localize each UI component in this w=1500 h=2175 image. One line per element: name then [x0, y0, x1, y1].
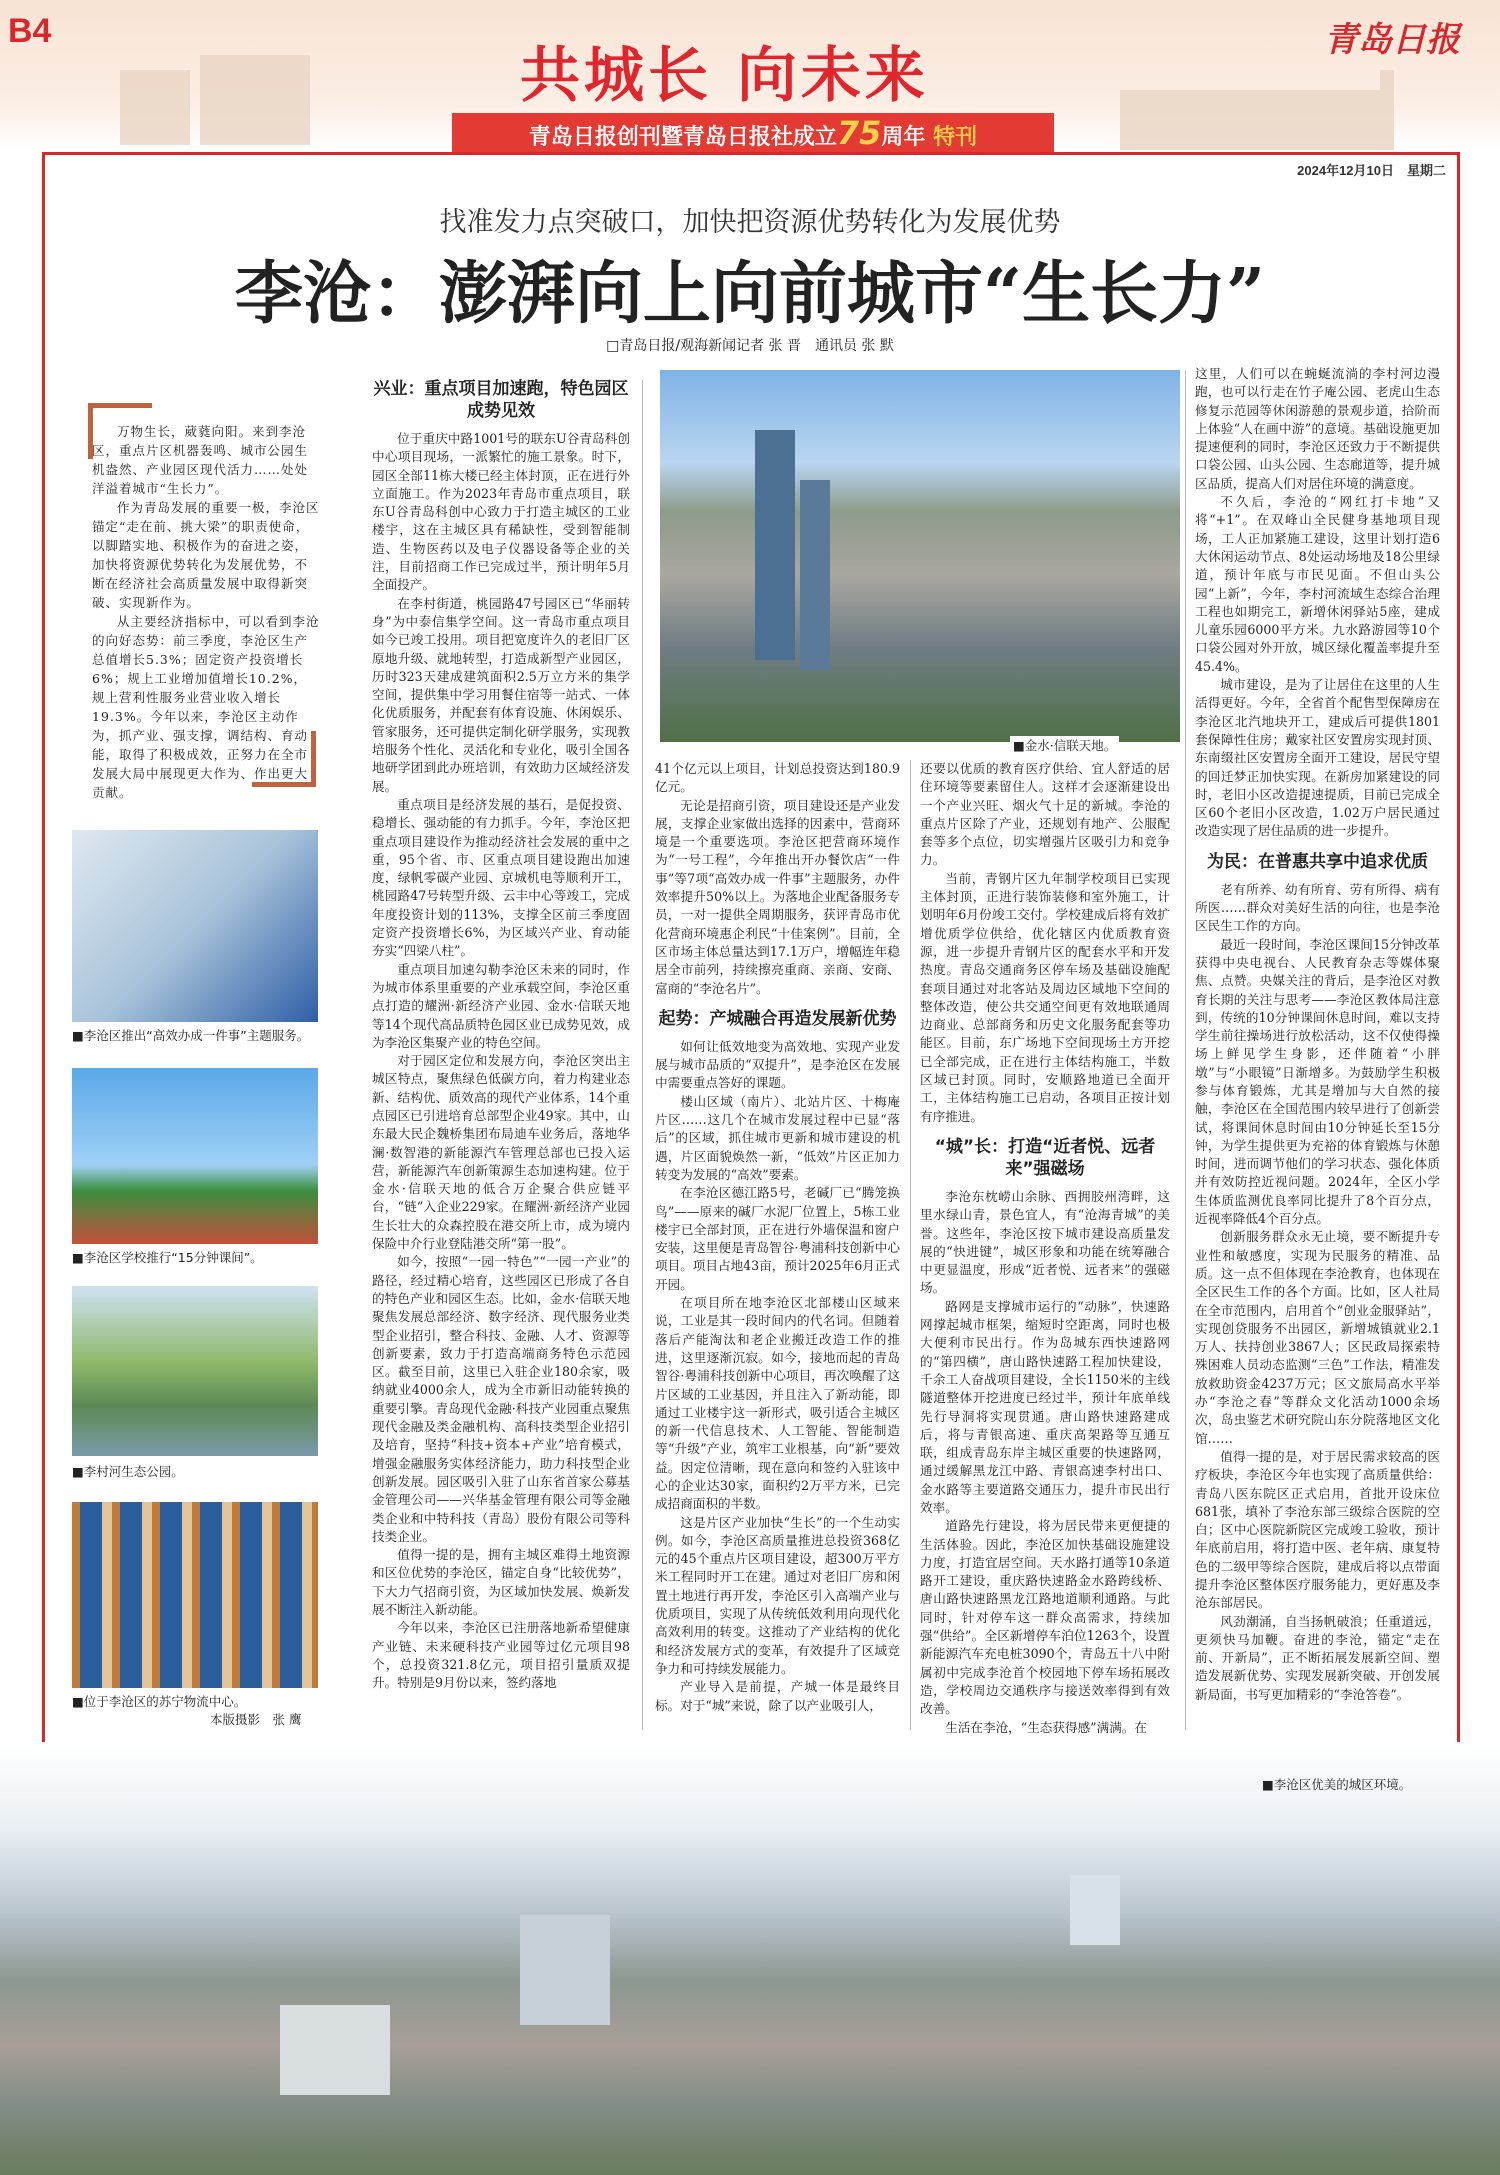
tower-shape — [1070, 1875, 1120, 1945]
column-divider — [1185, 370, 1186, 1730]
article-column — [655, 760, 900, 1740]
photo-caption: ■李沧区学校推行“15分钟课间”。 — [72, 1250, 263, 1265]
section-heading: 兴业：重点项目加速跑，特色园区成势见效 — [373, 379, 629, 421]
building-shape — [520, 1915, 610, 2025]
article-kicker: 找准发力点突破口，加快把资源优势转化为发展优势 — [439, 207, 1061, 238]
ribbon-special: 特刊 — [933, 125, 978, 150]
article-intro — [92, 400, 320, 802]
photo-caption: ■位于李沧区的苏宁物流中心。 — [72, 1694, 247, 1709]
intro-paragraph: 从主要经济指标中，可以看到李沧的向好态势：前三季度，李沧区生产总值增长5.3%；固定资产投资增长6%；规上工业增加值增长10.2%，规上营利性服务业营业收入增长19.3%。今年以来，李沧区主动作为，抓产业、强支撑，调结构、育动能，取得了积极成效，正努力在全市发展大局中展现更大作为、作出更大贡献。 — [92, 614, 320, 800]
paragraph: 楼山区域（南片）、北站片区、十梅庵片区……这几个在城市发展过程中已显“落后”的区域，抓住城市更新和城市建设的机遇，片区面貌焕然一新，“低效”片区正加力转变为发展的“高效”要素。 — [655, 1093, 900, 1182]
column-divider — [642, 380, 643, 1730]
photo-caption: ■李村河生态公园。 — [72, 1464, 184, 1479]
paragraph: 生活在李沧，“生态获得感”满满。在 — [945, 1719, 1147, 1735]
building-illustration — [120, 70, 190, 145]
paragraph: 路网是支撑城市运行的“动脉”，快速路网撑起城市框架，缩短时空距离，同时也极大便利市民出行。作为岛城东西快速路网的“第四横”，唐山路快速路工程加快建设，千余工人奋战项目建设，全长1150米的主线隧道整体开挖进度已经过半，预计年底单线先行导洞将实现贯通。唐山路快速路建成后，将与青银高速、重庆高架路等互通互联，组成青岛东岸主城区重要的快速路网，通过缓解黑龙江中路、青银高速李村出口、金水路等主要道路交通压力，提升市民出行效率。 — [920, 1298, 1170, 1515]
photo-licang-cityscape — [0, 1745, 1500, 2175]
paragraph: 风劲潮涌，自当扬帆破浪；任重道远，更须快马加鞭。奋进的李沧，锚定“走在前、开新局”，正不断拓展发展新空间、塑造发展新优势、实现发展新突破、开创发展新局面，书写更加精彩的“李沧答卷”。 — [1195, 1613, 1440, 1702]
paragraph: 这里，人们可以在蜿蜒流淌的李村河边漫跑，也可以行走在竹子庵公园、老虎山生态修复示范园等休闲游憩的景观步道，拾阶而上体验“人在画中游”的意境。基础设施更加提速便利的同时，李沧区还致力于不断提供口袋公园、山头公园、生态廊道等，提升城区品质，提高人们对居住环境的满意度。 — [1195, 366, 1440, 491]
photo-jinshui-xinlian — [660, 370, 1180, 742]
anniversary-ribbon — [452, 113, 1054, 153]
newspaper-logo: 青岛日报 — [1324, 20, 1460, 60]
photo-caption: ■李沧区优美的城区环境。 — [1262, 1777, 1412, 1792]
article-column — [920, 760, 1170, 1740]
paragraph: 道路先行建设，将为居民带来更便捷的生活体验。因此，李沧区加快基础设施建设力度，打造宜居空间。天水路打通等10条道路开工建设，重庆路快速路金水路跨线桥、唐山路快速路黑龙江路地道顺利通路。与此同时，针对停车这一群众高需求，持续加强“供给”。全区新增停车泊位1263个，设置新能源汽车充电桩3090个，青岛五十八中附属初中完成李沧首个校园地下停车场拓展改造，学校周边交通秩序与接送效率得到有效改善。 — [920, 1518, 1170, 1717]
building-illustration — [200, 55, 310, 145]
section-slogan: 共城长 向未来 — [520, 41, 929, 111]
article-column — [372, 378, 630, 1738]
ribbon-number: 75 — [836, 114, 882, 152]
photo-licun-river-park — [72, 1286, 318, 1456]
paragraph: 对于园区定位和发展方向，李沧区突出主城区特点，聚焦绿色低碳方向，着力构建业态新、结构优、质效高的现代产业体系，14个重点园区已引进培育总部型企业49家。其中，山东最大民企魏桥集团布局迪车业务后，落地华澜·数智港的新能源汽车管理总部也已投入运营，新能源汽车创新策源生态加速构建。位于金水·信联天地的低合万企聚合供应链平台，“链”入企业229家。在耀洲·新经济产业园生长壮大的众森控股在港交所上市，成为境内保险中介行业登陆港交所“第一股”。 — [372, 1053, 630, 1252]
intro-paragraph: 作为青岛发展的重要一极，李沧区锚定“走在前、挑大梁”的职责使命，以脚踏实地、积极作为的奋进之姿，加快将资源优势转化为发展优势，不断在经济社会高质量发展中取得新突破、实现新作为。 — [92, 500, 320, 610]
tower-shape — [800, 480, 830, 670]
photo-service-hall — [72, 830, 318, 1022]
ribbon-text: 周年 — [881, 125, 926, 150]
paragraph: 如今，按照“一园一特色”“一园一产业”的路径，经过精心培育，这些园区已形成了各自的特色产业和园区生态。比如，金水·信联天地聚焦发展总部经济、数字经济、现代服务业类型企业招引，整合科技、金融、人才、资源等创新要素，致力于打造高端商务特色示范园区。截至目前，这里已入驻企业180余家，吸纳就业4000余人，成为全市新旧动能转换的重要引擎。青岛现代金融·科技产业园重点聚焦现代金融及类金融机构、高科技类型企业招引及培育，坚持“科技+资本+产业”培育模式，增强金融服务实体经济能力，助力科技型企业创新发展。园区吸引入驻了山东省首家公募基金管理公司——兴华基金管理有限公司等金融类企业和中特科技（青岛）股份有限公司等科技类企业。 — [372, 1254, 630, 1544]
paragraph: 在李村街道，桃园路47号园区已“华丽转身”为中泰信集学空间。这一青岛市重点项目如今已竣工投用。项目把宽度许久的老旧厂区原地升级、就地转型，打造成新型产业园区，历时323天建成建筑面积2.5万立方米的集学空间，提供集中学习用餐住宿等一站式、一体化优质服务，并配套有体育设施、休闲娱乐、管家服务，还可提供定制化研学服务，实现教培服务个性化、灵活化和专业化，吸引全国各地研学团到此办班培训，有效助力区域经济发展。 — [372, 595, 630, 794]
paragraph: 位于重庆中路1001号的联东U谷青岛科创中心项目现场，一派繁忙的施工景象。时下，园区全部11栋大楼已经主体封顶，正在进行外立面施工。作为2023年青岛市重点项目，联东U谷青岛科创中心致力于打造主城区的工业楼宇，这在主城区具有稀缺性，受到智能制造、生物医药以及电子仪器设备等企业的关注，目前招商工作已完成过半，预计明年5月全面投产。 — [372, 431, 630, 593]
section-heading: 为民：在普惠共享中追求优质 — [1207, 851, 1428, 872]
paragraph: 城市建设，是为了让居住在这里的人生活得更好。今年，全省首个配售型保障房在李沧区北汽地块开工，建成后可提供1801套保障性住房；戴家社区安置房实现封顶、东南缀社区安置房全面开工建设，居民守望的回迁梦正加快实现。在新房加紧建设的同时，老旧小区改造提速提质，目前已完成全区60个老旧小区改造，1.02万户居民通过改造实现了居住品质的进一步提升。 — [1195, 677, 1440, 839]
photo-caption: ■金水·信联天地。 — [1010, 736, 1119, 754]
paragraph: 创新服务群众永无止境，要不断提升专业性和敏感度，实现为民服务的精准、品质。这一点不但体现在李沧教育，也体现在全区民生工作的各个方面。比如，区人社局在全市范围内，启用首个“创业金服驿站”，实现创贷服务不出园区，新增城镇就业2.1万人、扶持创业3867人；区民政局探索特殊困难人员动态监测“三色”工作法，精准发放救助资金4237万元；区文旅局高水平举办“李沧之春”等群众文化活动1000余场次，岛虫鉴艺术研究院山东分院落地区文化馆…… — [1195, 1229, 1440, 1446]
paragraph: 值得一提的是，拥有主城区难得土地资源和区位优势的李沧区，锚定自身“比较优势”，下大力气招商引资，为区域加快发展、焕新发展不断注入新动能。 — [372, 1547, 630, 1617]
photo-credit: 本版摄影 张 鹰 — [210, 1712, 302, 1727]
photo-logistics-center — [72, 1502, 318, 1688]
paragraph: 产业导入是前提，产城一体是最终目标。对于“城”来说，除了以产业吸引人， — [655, 1679, 900, 1713]
section-heading: “城”长：打造“近者悦、远者来”强磁场 — [934, 1136, 1156, 1179]
article-headline: 李沧：澎湃向上向前城市“生长力” — [234, 254, 1266, 334]
paragraph: 今年以来，李沧区已注册落地新希望健康产业链、未来硬科技产业园等过亿元项目98个，总投资321.8亿元，项目招引量质双提升。特别是9月份以来，签约落地 — [372, 1620, 630, 1691]
paragraph: 无论是招商引资，项目建设还是产业发展，支撑企业家做出选择的因素中，营商环境是一个重要选项。李沧区把营商环境作为“一号工程”，今年推出开办餐饮店“一件事”等7项“高效办成一件事”主题服务，办件效率提升50%以上。为落地企业配备服务专员，一对一提供全周期服务，获评青岛市优化营商环境惠企利民“十佳案例”。目前，全区市场主体总量达到17.1万户，增幅连年稳居全市前列，持续擦亮重商、亲商、安商、富商的“李沧名片”。 — [655, 797, 900, 996]
paragraph: 重点项目是经济发展的基石，是促投资、稳增长、强动能的有力抓手。今年，李沧区把重点项目建设作为推动经济社会发展的重中之重，95个省、市、区重点项目建设跑出加速度，绿帆零碳产业园、京城机电等顺利开工，桃园路47号转型升级、云丰中心等竣工，完成年度投资计划的113%，支撑全区前三季度固定资产投资增长6%，为区域兴产业、育动能夯实“四梁八柱”。 — [372, 796, 630, 959]
article-byline: □青岛日报/观海新闻记者 张 晋 通讯员 张 默 — [606, 338, 894, 354]
photo-school-recess — [72, 1068, 318, 1244]
paragraph: 当前，青钢片区九年制学校项目已实现主体封顶，正进行装饰装修和室外施工，计划明年6月份竣工交付。学校建成后将有效扩增优质学位供给，优化辖区内优质教育资源，进一步提升青钢片区的配套水平和开发热度。青岛交通商务区停车场及基础设施配套项目通过对北客站及周边区域地下空间的整体改造，使公共交通空间更有效地联通周边商业、总部商务和历史文化服务配套等功能区。目前，东广场地下空间现场土方开挖已全部完成，正在进行主体结构施工，半数区域已封顶。同时，安顺路地道已全面开工，主体结构施工已启动，各项目正按计划有序推进。 — [920, 870, 1170, 1124]
paragraph: 最近一段时间，李沧区课间15分钟改革获得中央电视台、人民教育杂志等媒体聚焦、点赞。央媒关注的背后，是李沧区对教育长期的关注与思考——李沧区教体局注意到，传统的10分钟课间休息时间，难以支持学生前往操场进行放松活动，这不仅使得操场上鲜见学生身影，还伴随着“小胖墩”与“小眼镜”日渐增多。为鼓励学生积极参与体育锻炼，尤其是增加与大自然的接触，李沧区在全国范围内较早进行了创新尝试，将课间休息时间由10分钟延长至15分钟，为学生提供更为充裕的体育锻炼与休憩时间，进而调节他们的学习状态、强化体质并有效防控近视问题。2024年，全区小学生体质监测优良率同比提升了8个百分点，近视率降低4个百分点。 — [1195, 936, 1440, 1227]
building-illustration — [1120, 90, 1380, 150]
intro-paragraph: 万物生长，葳蕤向阳。来到李沧区，重点片区机器轰鸣、城市公园生机盎然、产业园区现代活力……处处洋溢着城市“生长力”。 — [92, 424, 309, 496]
paragraph: 这是片区产业加快“生长”的一个生动实例。如今，李沧区高质量推进总投资368亿元的45个重点片区项目建设，超300万平方米工程同时开工在建。通过对老旧厂房和闲置土地进行再开发，李沧区引入高端产业与优质项目，实现了从传统低效利用向现代化高效利用的转变。这推动了产业结构的优化和经济发展方式的变革，有效提升了区域竞争力和可持续发展能力。 — [655, 1514, 900, 1676]
paragraph: 在项目所在地李沧区北部楼山区域来说，工业是其一段时间内的代名词。但随着落后产能淘汰和老企业搬迁改造工作的推进，这里逐渐沉寂。如今，接地而起的青岛智谷·粤浦科技创新中心项目，再次唤醒了这片区域的工业基因，并且注入了新动能，即通过工业楼宇这一新形式，吸引适合主城区的新一代信息技术、人工智能、智能制造等“升级”产业，筑牢工业根基，向“新”要效益。因定位清晰，现在意向和签约入驻该中心的企业达30家，面积约2万平方米，已完成招商面积的半数。 — [655, 1295, 900, 1512]
paragraph: 41个亿元以上项目，计划总投资达到180.9亿元。 — [655, 761, 900, 795]
paragraph: 如何让低效地变为高效地、实现产业发展与城市品质的“双提升”，是李沧区在发展中需要重点答好的课题。 — [655, 1038, 900, 1091]
paragraph: 老有所养、幼有所育、劳有所得、病有所医……群众对美好生活的向往，也是李沧区民生工作的方向。 — [1195, 881, 1440, 934]
paragraph: 还要以优质的教育医疗供给、宜人舒适的居住环境等要素留住人。这样才会逐渐建设出一个产业兴旺、烟火气十足的新城。李沧的重点片区除了产业，还规划有地产、公服配套等多个点位，切实增强片区吸引力和竞争力。 — [920, 761, 1170, 868]
ribbon-text: 青岛日报创刊暨青岛日报社成立 — [528, 125, 837, 150]
paragraph: 李沧东枕崂山余脉、西拥胶州湾畔，这里水绿山青，景色宜人，有“沧海青城”的美誉。这些年，李沧区按下城市建设高质量发展的“快进键”，城区形象和功能在统筹融合中更显温度，形成“近者悦、远者来”的强磁场。 — [920, 1188, 1170, 1296]
article-column — [1195, 365, 1440, 1715]
paragraph: 不久后，李沧的“网红打卡地”又将“+1”。在双峰山全民健身基地项目现场，工人正加紧施工建设，这里计划打造6大休闲运动节点、8处运动场地及18公里绿道，预计年底与市民见面。不但山头公园“上新”，今年，李村河流域生态综合治理工程也如期完工，新增休闲驿站5座，建成儿童乐园6000平方米。九水路游园等10个口袋公园对外开放，城区绿化覆盖率提升至45.4%。 — [1195, 494, 1440, 674]
section-heading: 起势：产城融合再造发展新优势 — [658, 1008, 897, 1029]
tower-illustration — [1380, 70, 1394, 150]
paragraph: 值得一提的是，对于居民需求较高的医疗板块，李沧区今年也实现了高质量供给：青岛八医东院区正式启用，首批开设床位681张，填补了李沧东部三级综合医院的空白；区中心医院新院区完成竣工验收，预计年底前启用，将打造中医、老年病、康复特色的二级甲等综合医院，建成后将以点带面提升李沧区整体医疗服务能力，更好惠及李沧东部居民。 — [1195, 1448, 1440, 1611]
paragraph: 在李沧区德江路5号，老碱厂已“腾笼换鸟”——原来的碱厂水泥厂位置上，5栋工业楼宇已全部封顶，正在进行外墙保温和窗户安装，这里便是青岛智谷·粤浦科技创新中心项目。项目占地43亩，预计2025年6月正式开园。 — [655, 1185, 900, 1292]
photo-caption: ■李沧区推出“高效办成一件事”主题服务。 — [72, 1028, 310, 1043]
issue-date: 2024年12月10日 星期二 — [1297, 163, 1446, 178]
tower-shape — [755, 430, 795, 660]
page-number: B4 — [8, 12, 52, 50]
column-divider — [910, 760, 911, 1730]
paragraph: 重点项目加速勾勒李沧区未来的同时，作为城市体系里重要的产业承载空间，李沧区重点打造的耀洲·新经济产业园、金水·信联天地等14个现代高品质特色园区业已成势见效，成为李沧区集聚产业的特色空间。 — [372, 961, 630, 1050]
building-shape — [280, 2005, 390, 2095]
